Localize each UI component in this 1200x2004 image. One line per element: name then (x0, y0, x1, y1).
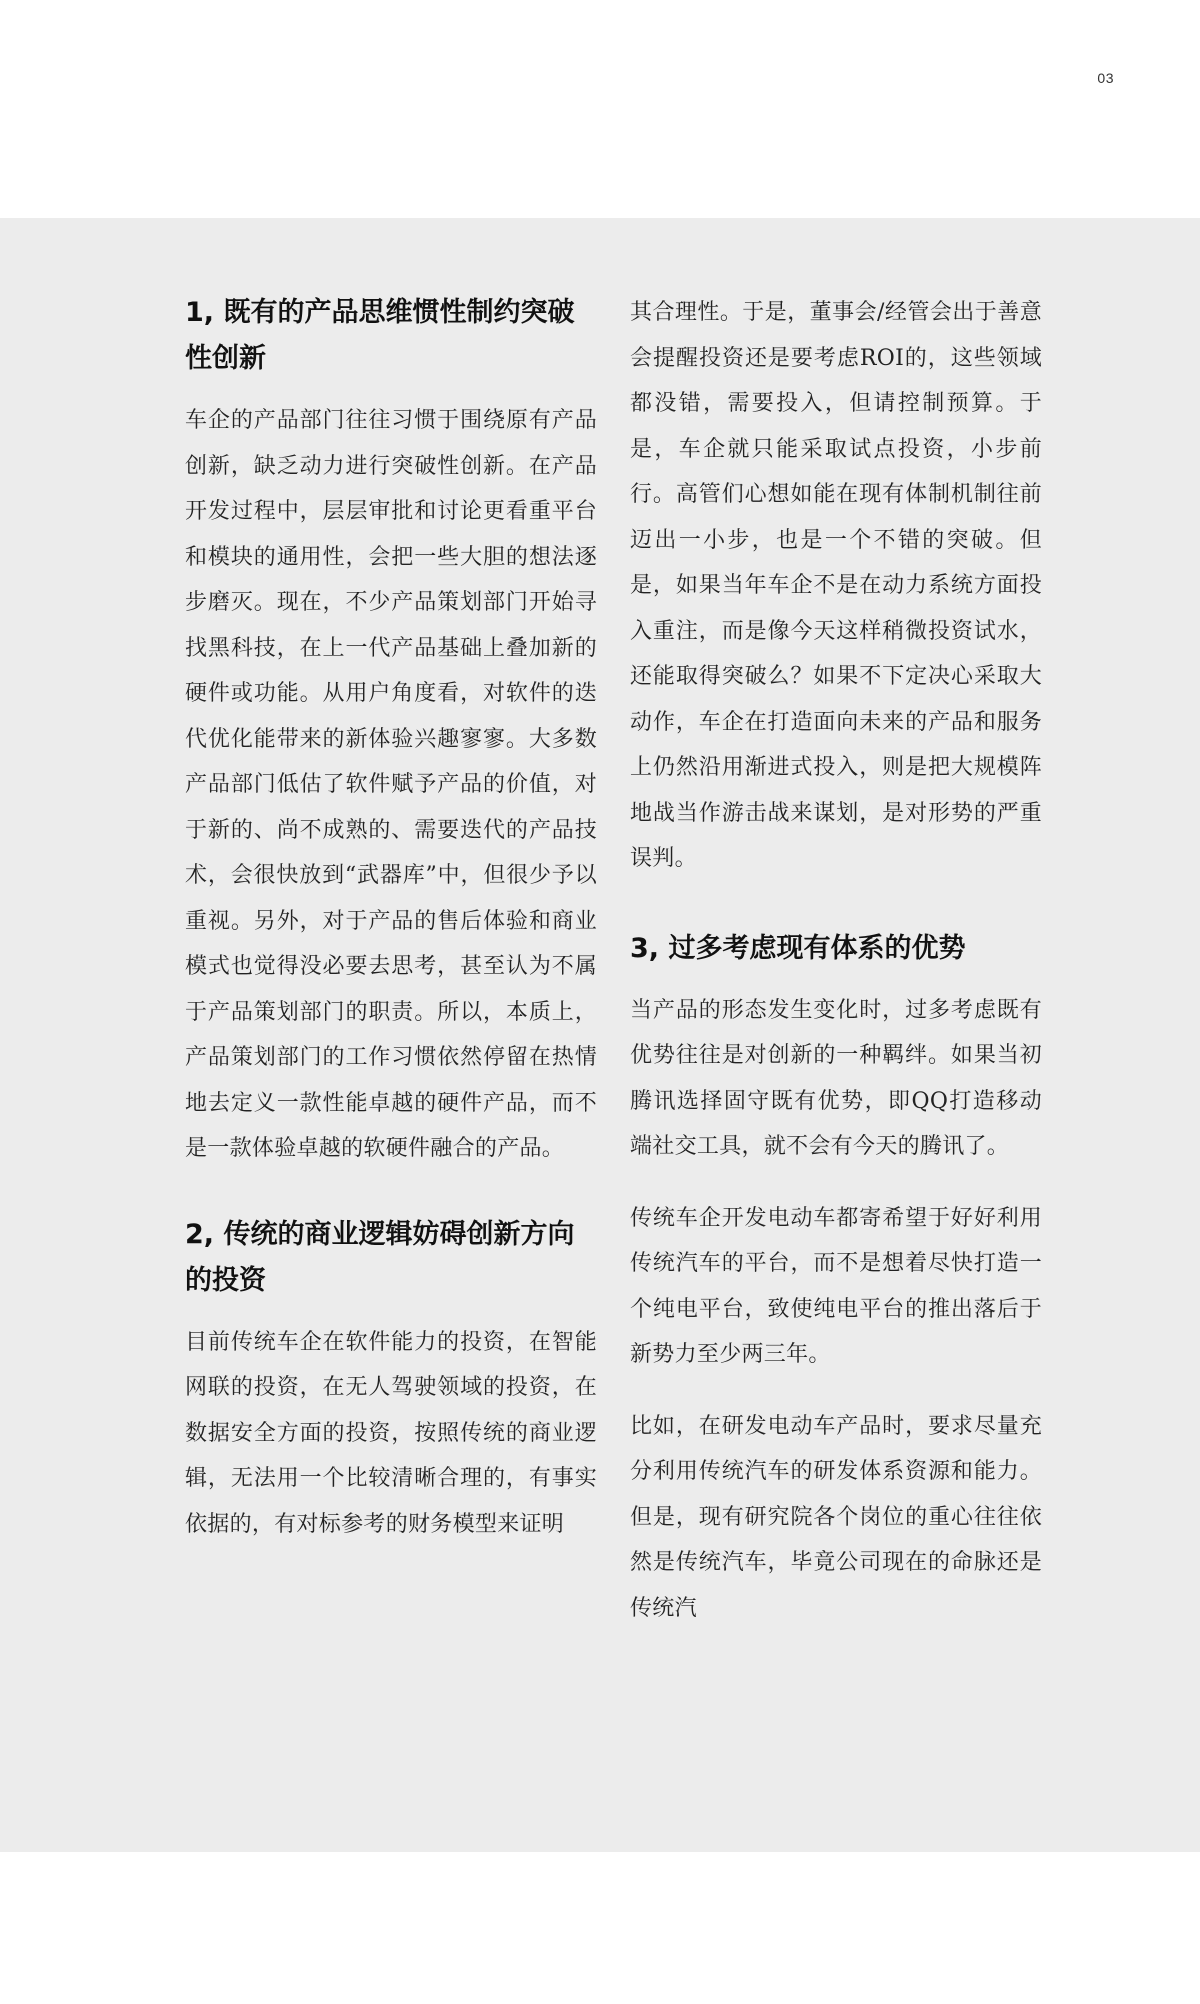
section-2-continuation: 其合理性。于是，董事会/经管会出于善意会提醒投资还是要考虑ROI的，这些领域都没错，需要投入，但请控制预算。于是，车企就只能采取试点投资，小步前行。高管们心想如能在现有体制机制往前迈出一小步，也是一个不错的突破。但是，如果当年车企不是在动力系统方面投入重注，而是像今天这样稍微投资试水，还能取得突破么？如果不下定决心采取大动作，车企在打造面向未来的产品和服务上仍然沿用渐进式投入，则是把大规模阵地战当作游击战来谋划，是对形势的严重误判。 (630, 300, 1042, 871)
left-column (185, 290, 597, 1547)
right-column (630, 290, 1042, 1631)
section-2-body: 目前传统车企在软件能力的投资，在智能网联的投资，在无人驾驶领域的投资，在数据安全方面的投资，按照传统的商业逻辑，无法用一个比较清晰合理的，有事实依据的，有对标参考的财务模型来证明 (185, 1329, 597, 1537)
section-2-heading: 2, 传统的商业逻辑妨碍创新方向的投资 (185, 1218, 575, 1296)
page-number: 03 (1097, 70, 1114, 86)
section-1-heading: 1, 既有的产品思维惯性制约突破性创新 (185, 297, 575, 374)
section-3-heading: 3, 过多考虑现有体系的优势 (630, 932, 966, 964)
section-3-paragraph-2: 传统车企开发电动车都寄希望于好好利用传统汽车的平台，而不是想着尽快打造一个纯电平台，致使纯电平台的推出落后于新势力至少两三年。 (630, 1205, 1042, 1367)
section-1-body: 车企的产品部门往往习惯于围绕原有产品创新，缺乏动力进行突破性创新。在产品开发过程中，层层审批和讨论更看重平台和模块的通用性，会把一些大胆的想法逐步磨灭。现在，不少产品策划部门开始寻找黑科技，在上一代产品基础上叠加新的硬件或功能。从用户角度看，对软件的迭代优化能带来的新体验兴趣寥寥。大多数产品部门低估了软件赋予产品的价值，对于新的、尚不成熟的、需要迭代的产品技术，会很快放到“武器库”中，但很少予以重视。另外，对于产品的售后体验和商业模式也觉得没必要去思考，甚至认为不属于产品策划部门的职责。所以，本质上，产品策划部门的工作习惯依然停留在热情地去定义一款性能卓越的硬件产品，而不是一款体验卓越的软硬件融合的产品。 (185, 408, 597, 1161)
section-3-paragraph-1: 当产品的形态发生变化时，过多考虑既有优势往往是对创新的一种羁绊。如果当初腾讯选择固守既有优势，即QQ打造移动端社交工具，就不会有今天的腾讯了。 (630, 997, 1042, 1159)
section-3-paragraph-3: 比如，在研发电动车产品时，要求尽量充分利用传统汽车的研发体系资源和能力。但是，现有研究院各个岗位的重心往往依然是传统汽车，毕竟公司现在的命脉还是传统汽 (630, 1413, 1042, 1621)
